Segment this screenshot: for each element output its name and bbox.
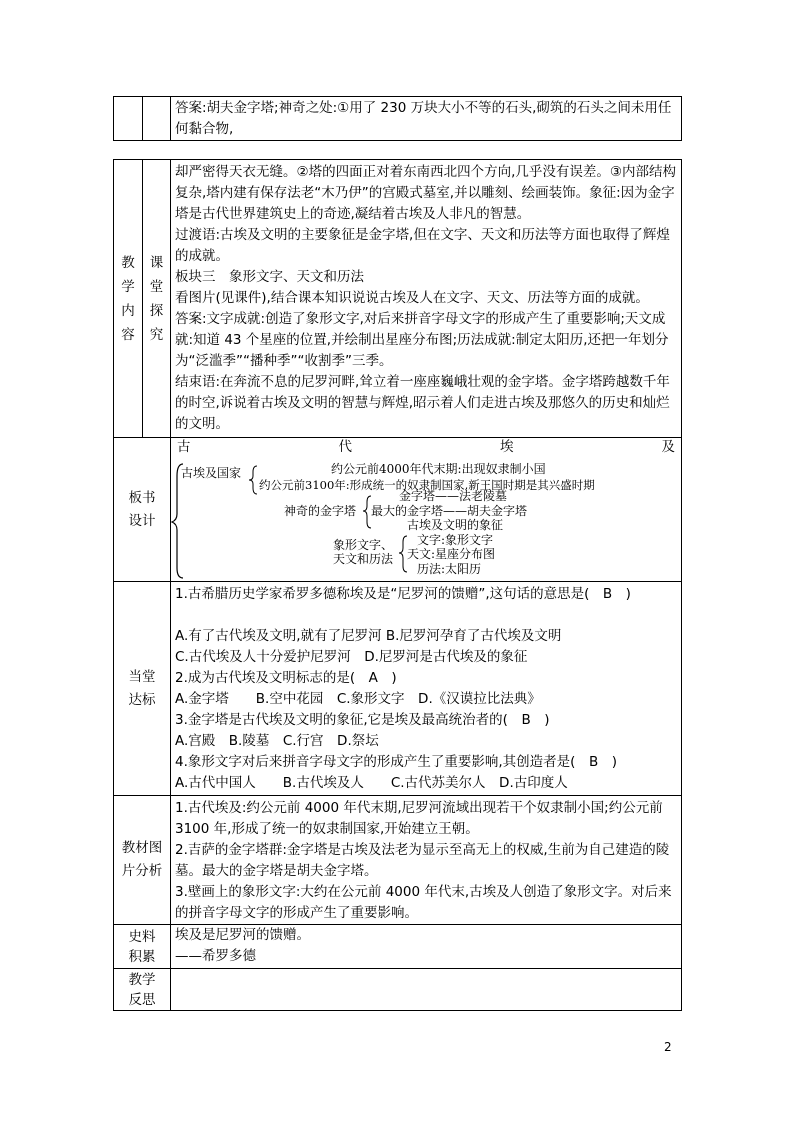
quiz-line: A.宫殿 B.陵墓 C.行宫 D.祭坛 (175, 733, 379, 749)
label-board-design: 板书 设计 (114, 438, 171, 582)
label-historical-sources: 史料 积累 (114, 925, 171, 969)
board-g2-item: 金字塔——法老陵墓 (399, 489, 508, 503)
quiz-line: 4.象形文字对后来拼音字母文字的形成产生了重要影响,其创造者是( B ) (175, 754, 617, 770)
empty-cell (143, 97, 171, 141)
empty-cell (114, 97, 143, 141)
board-g3-item: 文字:象形文字 (417, 533, 494, 547)
inquiry-content (171, 160, 682, 438)
board-g1-item: 约公元前3100年:形成统一的奴隶制国家,新王国时期是其兴盛时期 (259, 478, 595, 492)
section-heading: 板块三 象形文字、天文和历法 (175, 269, 364, 285)
label-teaching-reflection: 教学 反思 (114, 969, 171, 1011)
paragraph: 答案:文字成就:创造了象形文字,对后来拼音字母文字的形成产生了重要影响;天文成就:知道 43 个星座的位置,并绘制出星座分布图;历法成就:制定太阳历,还把一年划分为“泛滥季”“播种季”“收割季”三季。 (175, 311, 669, 369)
paragraph: 却严密得天衣无缝。②塔的四面正对着东南西北四个方向,几乎没有误差。③内部结构复杂,塔内建有保存法老“木乃伊”的宫殿式墓室,并以雕刻、绘画装饰。象征:因为金字塔是古代世界建筑史上的奇迹,凝结着古埃及人非凡的智慧。 (175, 164, 676, 222)
analysis-item: 2.吉萨的金字塔群:金字塔是古埃及法老为显示至高无上的权威,生前为自己建造的陵墓。最大的金字塔是胡夫金字塔。 (175, 842, 670, 879)
analysis-item: 1.古代埃及:约公元前 4000 年代末期,尼罗河流域出现若干个奴隶制小国;约公元前 3100 年,形成了统一的奴隶制国家,开始建立王朝。 (175, 800, 663, 837)
page-number: 2 (664, 1040, 672, 1054)
quiz-line: 1.古希腊历史学家希罗多德称埃及是“尼罗河的馈赠”,这句话的意思是( B ) (175, 586, 631, 602)
sources-content (171, 925, 682, 969)
analysis-item: 3.壁画上的象形文字:大约在公元前 4000 年代末,古埃及人创造了象形文字。对后来的拼音字母文字的形成产生了重要影响。 (175, 884, 672, 921)
board-outline-svg (171, 456, 681, 580)
reflection-content (171, 969, 682, 1011)
board-g3-label: 象形文字、 (333, 538, 394, 552)
board-g2-item: 最大的金字塔——胡夫金字塔 (371, 504, 528, 518)
lesson-plan-table (113, 159, 682, 1011)
quiz-line: C.古代埃及人十分爱护尼罗河 D.尼罗河是古代埃及的象征 (175, 649, 528, 665)
answer-text: 答案:胡夫金字塔;神奇之处:①用了 230 万块大小不等的石头,砌筑的石头之间未用任何黏合物, (171, 97, 682, 141)
board-root: 古埃及国家 (181, 466, 242, 480)
quiz-content (171, 582, 682, 796)
quiz-line: A.古代中国人 B.古代埃及人 C.古代苏美尔人 D.古印度人 (175, 775, 568, 791)
label-in-class-check: 当堂 达标 (114, 582, 171, 796)
paragraph: 结束语:在奔流不息的尼罗河畔,耸立着一座座巍峨壮观的金字塔。金字塔跨越数千年的时空,诉说着古埃及文明的智慧与辉煌,昭示着人们走进古埃及那悠久的历史和灿烂的文明。 (175, 374, 670, 432)
quiz-line: A.金字塔 B.空中花园 C.象形文字 D.《汉谟拉比法典》 (175, 691, 541, 707)
analysis-content (171, 796, 682, 925)
quiz-line: 3.金字塔是古代埃及文明的象征,它是埃及最高统治者的( B ) (175, 712, 550, 728)
quiz-line: 2.成为古代埃及文明标志的是( A ) (175, 670, 397, 686)
board-heading: 古 代 埃 及 (177, 439, 675, 455)
paragraph: 看图片(见课件),结合课本知识说说古埃及人在文字、天文、历法等方面的成就。 (175, 290, 649, 306)
label-picture-analysis: 教材图 片分析 (114, 796, 171, 925)
board-g3-item: 历法:太阳历 (417, 562, 482, 576)
source-quote: 埃及是尼罗河的馈赠。 (175, 927, 310, 943)
quiz-line: A.有了古代埃及文明,就有了尼罗河 B.尼罗河孕育了古代埃及文明 (175, 628, 562, 644)
board-design-diagram (171, 438, 682, 582)
top-answer-table (113, 96, 682, 141)
source-author: ——希罗多德 (175, 948, 256, 964)
board-g3-item: 天文:星座分布图 (407, 547, 496, 561)
quiz-spacer (175, 605, 677, 626)
label-classroom-inquiry: 课 堂 探 究 (143, 160, 171, 438)
board-g2-label: 神奇的金字塔 (284, 504, 357, 518)
label-teaching-content: 教 学 内 容 (114, 160, 143, 438)
board-g2-item: 古埃及文明的象征 (407, 518, 504, 532)
paragraph: 过渡语:古埃及文明的主要象征是金字塔,但在文字、天文和历法等方面也取得了辉煌的成就。 (175, 227, 670, 264)
board-g1-item: 约公元前4000年代末期:出现奴隶制小国 (331, 462, 546, 476)
board-g3-label: 天文和历法 (333, 552, 394, 566)
main-brace (172, 464, 183, 578)
